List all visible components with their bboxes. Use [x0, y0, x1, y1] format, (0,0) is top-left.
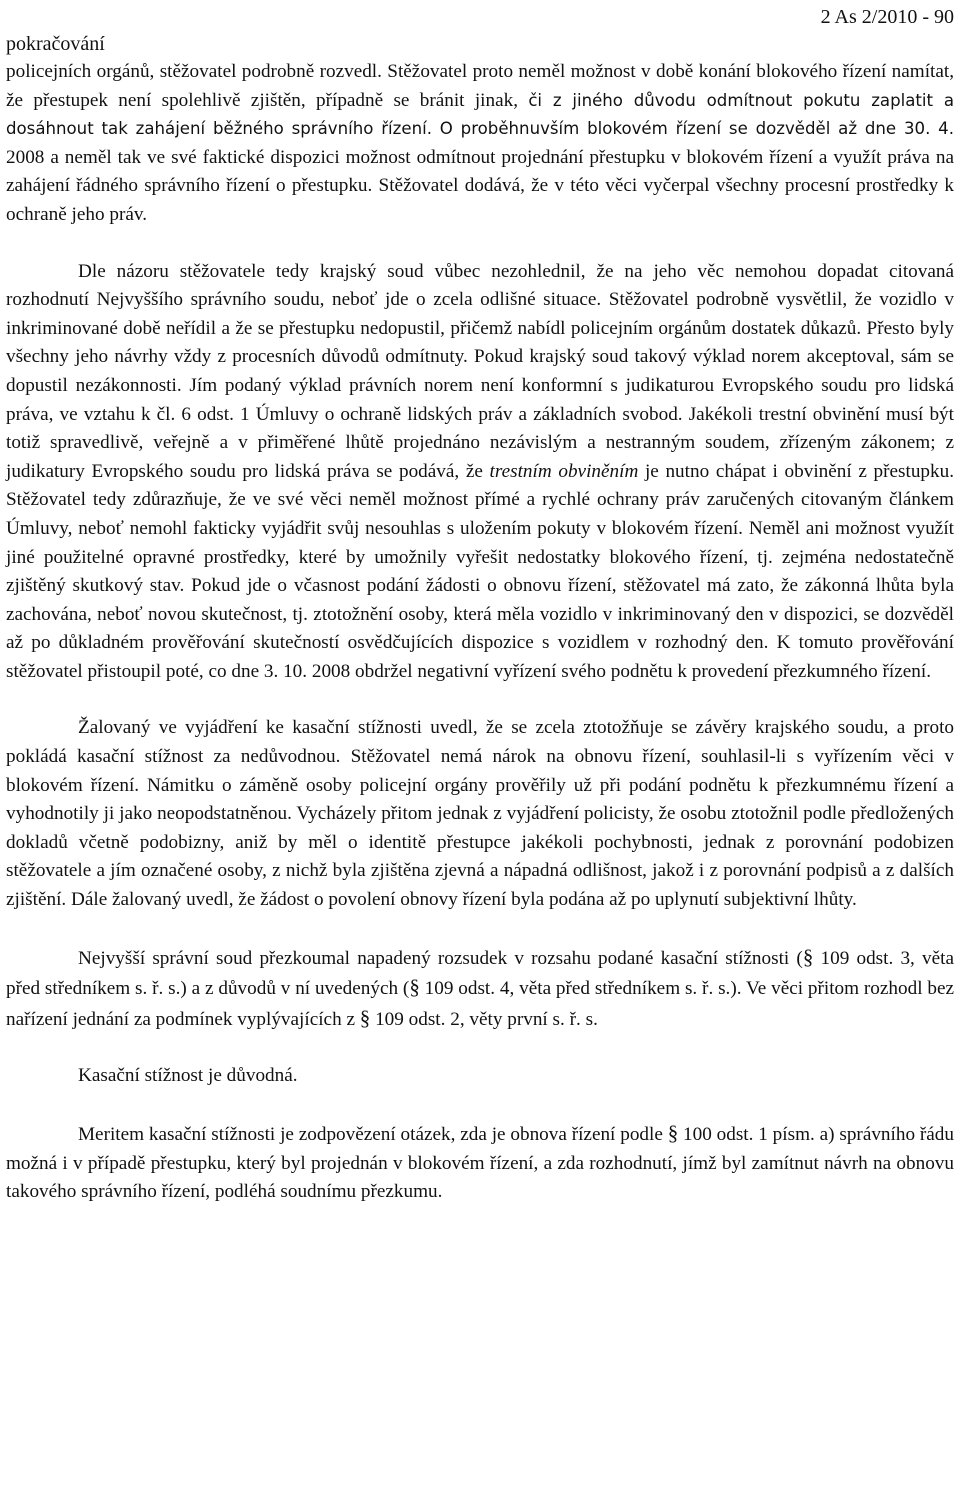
paragraph-gap: [6, 1091, 954, 1119]
paragraph-1: [6, 58, 954, 230]
section-sign: §: [359, 1005, 371, 1030]
paragraph-gap: [6, 1034, 954, 1062]
paragraph-5-conclusion: Kasační stížnost je důvodná.: [78, 1065, 298, 1087]
paragraph-gap: [6, 230, 954, 258]
paragraph-6-text-b: 100 odst. 1 písm. a) správního řádu možná i v případě přestupku, který byl projednán v blokovém řízení, a zda rozhodnutí, jímž byl zamítnut návrh na obnovu takového správního řízení, podléhá soudnímu přezkumu.: [6, 1124, 954, 1203]
section-sign: §: [409, 975, 420, 1000]
paragraph-gap: [6, 686, 954, 714]
paragraph-2-text-b: je nutno chápat i obvinění z přestupku. Stěžovatel tedy zdůrazňuje, že ve své věci neměl možnost přímé a rychlé ochrany práv zaručených citovaným článkem Úmluvy, neboť nemohl fakticky vyjádřit svůj nesouhlas s uložením pokuty v blokovém řízení. Neměl ani možnost využít jiné použitelné opravné prostředky, které by umožnily vyřešit nedostatky blokového řízení, tj. zejména nedostatečně zjištěný skutkový stav. Pokud jde o včasnost podání žádosti o obnovu řízení, stěžovatel má zato, že zákonná lhůta byla zachována, neboť novou skutečnost, tj. ztotožnění osoby, která měla vozidlo v inkriminovaný den v dispozici, se dozvěděl až po důkladném prověřování skutečností osvědčujících dispozice s vozidlem v rozhodný den. K tomuto prověřování stěžovatel přistoupil poté, co dne 3. 10. 2008 obdržel negativní vyřízení svého podnětu k provedení přezkumného řízení.: [6, 460, 954, 682]
paragraph-4-text-b: 109 odst. 3, věta před středníkem s. ř. s.) a z důvodů v ní uvedených (: [6, 947, 954, 1000]
paragraph-1-text-b: či z jiného důvodu odmítnout pokutu zaplatit a dosáhnout tak zahájení běžného správního řízení. O proběhnuvším blokovém řízení se dozvěděl až dne 30. 4.: [6, 90, 954, 139]
case-number: 2 As 2/2010 - 90: [820, 6, 954, 28]
page-header: [6, 0, 954, 58]
paragraph-2-italic-term: trestním obviněním: [489, 460, 639, 482]
paragraph-1-text-a: policejních orgánů, stěžovatel podrobně rozvedl. Stěžovatel proto neměl možnost v době konání blokového řízení namítat, že přestupek není spolehlivě zjištěn, případně se bránit jinak,: [6, 61, 954, 111]
section-sign: §: [802, 944, 814, 969]
continuation-label: pokračování: [6, 33, 105, 55]
paragraph-4-text-d: 109 odst. 2, věty první s. ř. s.: [370, 1008, 598, 1030]
paragraph-4-text-a: Nejvyšší správní soud přezkoumal napadený rozsudek v rozsahu podané kasační stížnosti (: [78, 947, 803, 969]
paragraph-3: Žalovaný ve vyjádření ke kasační stížnosti uvedl, že se zcela ztotožňuje se závěry krajského soudu, a proto pokládá kasační stížnost za nedůvodnou. Stěžovatel nemá nárok na obnovu řízení, souhlasil-li s vyřízením věci v blokovém řízení. Námitku o záměně osoby policejní orgány prověřily už při podání podnětu k přezkumnému řízení a vyhodnotily ji jako neopodstatněnou. Vycházely přitom jednak z vyjádření policisty, že osobu ztotožnil podle předložených dokladů včetně podobizny, aniž by měl o identitě přestupce jakékoli pochybnosti, jednak z porovnání podobizen stěžovatele a jím označené osoby, z nichž byla zjištěna zjevná a nápadná odlišnost, jakož i z porovnání podpisů a z dalších zjištění. Dále žalovaný uvedl, že žádost o povolení obnovy řízení byla podána až po uplynutí subjektivní lhůty.: [6, 717, 954, 911]
paragraph-4-text-c: 109 odst. 4, věta před středníkem s. ř. s.). Ve věci přitom rozhodl bez nařízení jednání za podmínek vyplývajících z: [6, 978, 954, 1030]
paragraph-4: [6, 943, 954, 1035]
paragraph-2: [6, 258, 954, 687]
paragraph-1-text-c: 2008 a neměl tak ve své faktické dispozici možnost odmítnout projednání přestupku v blokovém řízení a využít práva na zahájení řádného správního řízení o přestupku. Stěžovatel dodává, že v této věci vyčerpal všechny procesní prostředky k ochraně jeho práv.: [6, 146, 954, 225]
paragraph-2-text-a: Dle názoru stěžovatele tedy krajský soud vůbec nezohlednil, že na jeho věc nemohou dopadat citovaná rozhodnutí Nejvyššího správního soudu, neboť jde o zcela odlišné situace. Stěžovatel podrobně vysvětlil, že vozidlo v inkriminované době neřídil a že se přestupku nedopustil, přičemž nabídl policejním orgánům dostatek důkazů. Přesto byly všechny jeho návrhy vždy z procesních důvodů odmítnuty. Pokud krajský soud takový výklad norem akceptoval, sám se dopustil nezákonnosti. Jím podaný výklad právních norem není konformní s judikaturou Evropského soudu pro lidská práva, ve vztahu k čl. 6 odst. 1 Úmluvy o ochraně lidských práv a základních svobod. Jakékoli trestní obvinění musí být totiž spravedlivě, veřejně a v přiměřené lhůtě projednáno nezávislým a nestranným soudem, zřízeným zákonem; z judikatury Evropského soudu pro lidská práva se podává, že: [6, 260, 954, 482]
paragraph-6: [6, 1119, 954, 1207]
paragraph-gap: [6, 915, 954, 943]
section-sign: §: [667, 1121, 679, 1145]
document-page: [6, 0, 954, 1207]
paragraph-6-text-a: Meritem kasační stížnosti je zodpovězení otázek, zda je obnova řízení podle: [78, 1124, 668, 1145]
